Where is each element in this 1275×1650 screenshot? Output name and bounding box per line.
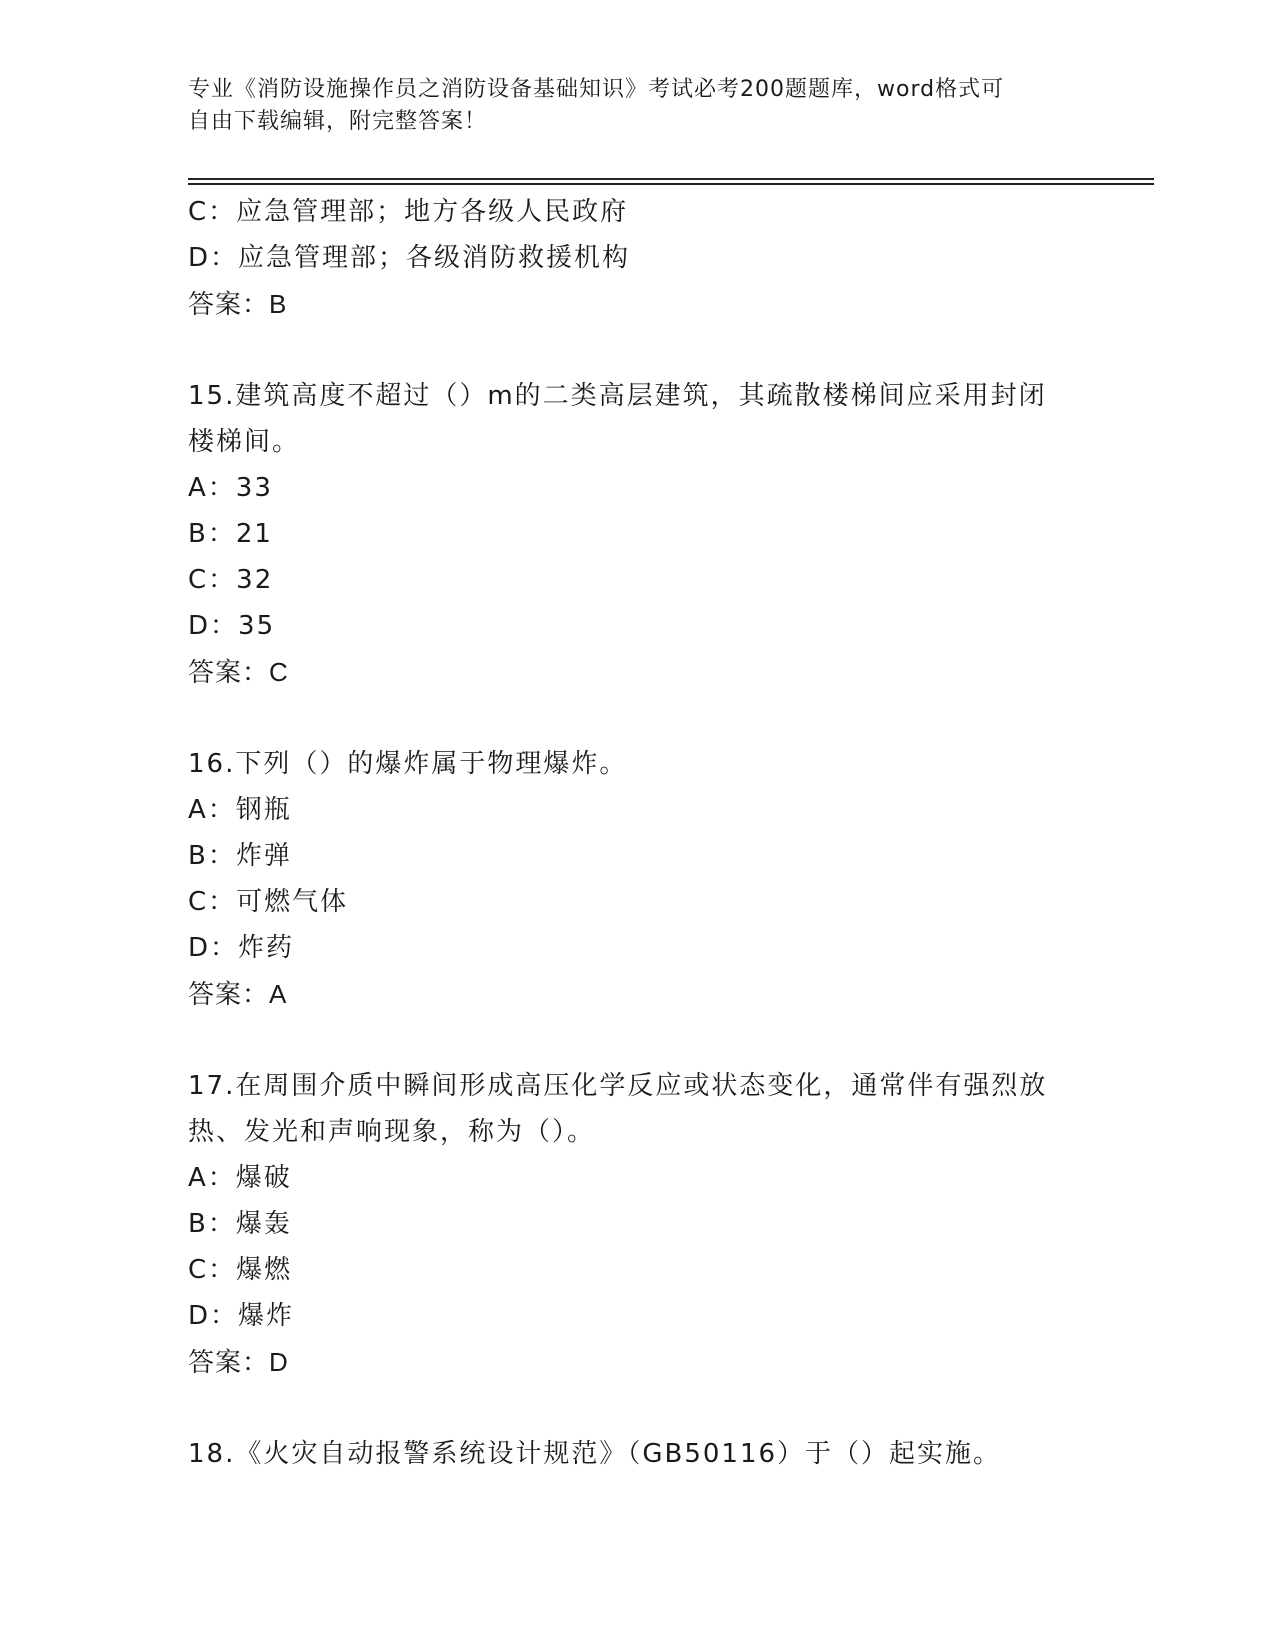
question-text-continued: 热、发光和声响现象，称为（）。: [188, 1117, 596, 1147]
option-b: B：炸弹: [188, 841, 292, 871]
option-b: B：21: [188, 519, 273, 549]
spacer: [188, 1017, 1118, 1063]
document-header: [188, 74, 1088, 138]
question-text: 16.下列（）的爆炸属于物理爆炸。: [188, 749, 628, 779]
option-a: A：钢瓶: [188, 795, 292, 825]
spacer: [188, 695, 1118, 741]
question-14-tail: [188, 189, 1118, 327]
option-a: A：爆破: [188, 1163, 292, 1193]
option-c: C：32: [188, 565, 274, 595]
option-d: D：35: [188, 611, 276, 641]
question-text: 18.《火灾自动报警系统设计规范》（GB50116）于（）起实施。: [188, 1439, 1002, 1469]
answer-line: 答案：A: [188, 979, 288, 1009]
question-text: 17.在周围介质中瞬间形成高压化学反应或状态变化，通常伴有强烈放: [188, 1071, 1048, 1101]
question-16: [188, 741, 1118, 1017]
header-title-line-1: 专业《消防设施操作员之消防设备基础知识》考试必考200题题库，word格式可: [188, 77, 1005, 102]
spacer: [188, 1385, 1118, 1431]
header-divider-top: [188, 178, 1154, 180]
question-text: 15.建筑高度不超过（）m的二类高层建筑，其疏散楼梯间应采用封闭: [188, 381, 1047, 411]
header-title-line-2: 自由下载编辑，附完整答案！: [188, 109, 488, 134]
question-15: [188, 373, 1118, 695]
question-list: [188, 189, 1118, 1477]
answer-line: 答案：B: [188, 289, 288, 319]
option-c: C：爆燃: [188, 1255, 293, 1285]
option-a: A：33: [188, 473, 273, 503]
question-text-continued: 楼梯间。: [188, 427, 301, 457]
spacer: [188, 327, 1118, 373]
option-d: D：应急管理部；各级消防救援机构: [188, 243, 631, 273]
header-divider-bottom: [188, 183, 1154, 185]
option-d: D：爆炸: [188, 1301, 295, 1331]
question-18: [188, 1431, 1118, 1477]
answer-line: 答案：D: [188, 1347, 289, 1377]
option-d: D：炸药: [188, 933, 295, 963]
answer-line: 答案：C: [188, 657, 289, 687]
option-c: C：应急管理部；地方各级人民政府: [188, 197, 629, 227]
option-c: C：可燃气体: [188, 887, 349, 917]
option-b: B：爆轰: [188, 1209, 292, 1239]
question-17: [188, 1063, 1118, 1385]
